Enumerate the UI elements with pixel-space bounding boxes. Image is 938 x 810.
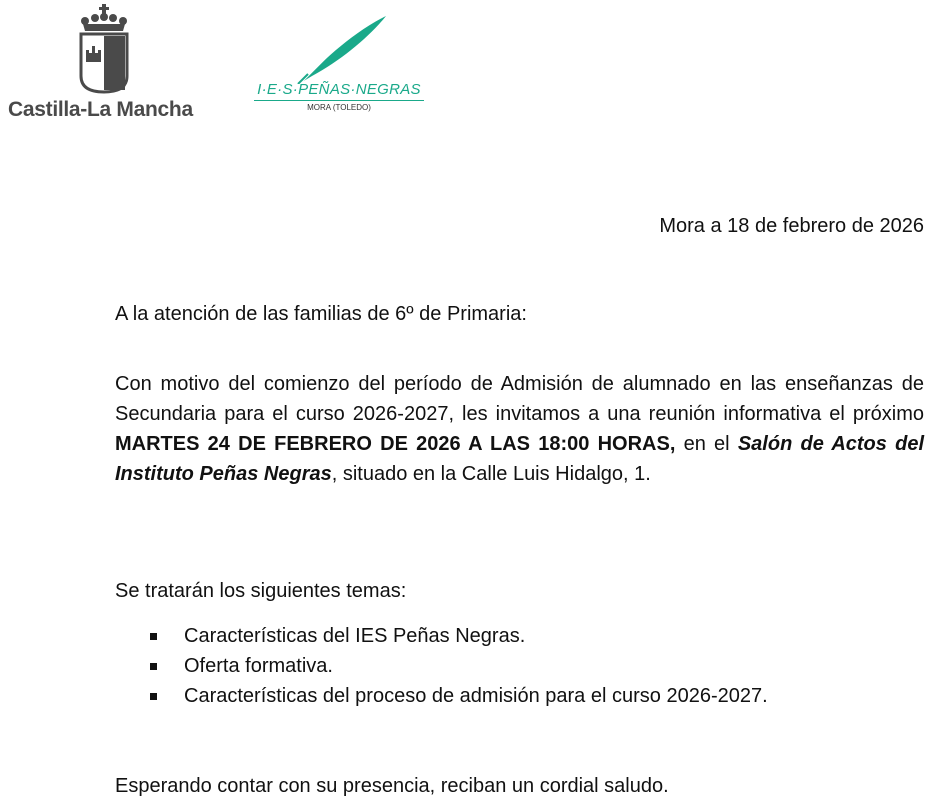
salutation: A la atención de las familias de 6º de Primaria: xyxy=(115,303,527,325)
meeting-venue: Salón de Actos del Instituto Peñas Negras xyxy=(115,433,925,485)
meeting-datetime: MARTES 24 DE FEBRERO DE 2026 A LAS 18:00 HORAS, xyxy=(115,433,676,455)
body-text-1: Con motivo del comienzo del período de Admisión de alumnado en las enseñanzas de Secundaria para el curso 2026-2027, les invitamos a una reunión informativa el próximo xyxy=(115,373,924,425)
list-item xyxy=(150,621,910,651)
castle-crown-icon xyxy=(75,4,133,94)
list-item xyxy=(150,651,910,681)
castilla-la-mancha-logo xyxy=(8,4,193,124)
feather-icon xyxy=(290,14,390,84)
topic-text: Características del IES Peñas Negras. xyxy=(184,625,526,647)
body-text-2: en el xyxy=(675,433,738,455)
letter-date: Mora a 18 de febrero de 2026 xyxy=(659,215,924,237)
ies-name: I·E·S·PEÑAS·NEGRAS xyxy=(257,81,421,98)
body-paragraph xyxy=(115,369,924,489)
castilla-la-mancha-wordmark: Castilla-La Mancha xyxy=(8,98,193,121)
ies-penas-negras-logo xyxy=(252,14,432,118)
letterhead xyxy=(0,0,938,130)
topic-text: Oferta formativa. xyxy=(184,655,333,677)
topic-text: Características del proceso de admisión para el curso 2026-2027. xyxy=(184,685,768,707)
ies-town: MORA (TOLEDO) xyxy=(307,103,371,112)
body-text-3: , situado en la Calle Luis Hidalgo, 1. xyxy=(331,463,651,485)
bullet-icon xyxy=(150,663,157,670)
bullet-icon xyxy=(150,693,157,700)
bullet-icon xyxy=(150,633,157,640)
logo-divider xyxy=(254,100,424,101)
topics-list xyxy=(150,621,910,711)
topics-intro: Se tratarán los siguientes temas: xyxy=(115,580,407,602)
list-item xyxy=(150,681,910,711)
closing: Esperando contar con su presencia, reciban un cordial saludo. xyxy=(115,775,669,797)
